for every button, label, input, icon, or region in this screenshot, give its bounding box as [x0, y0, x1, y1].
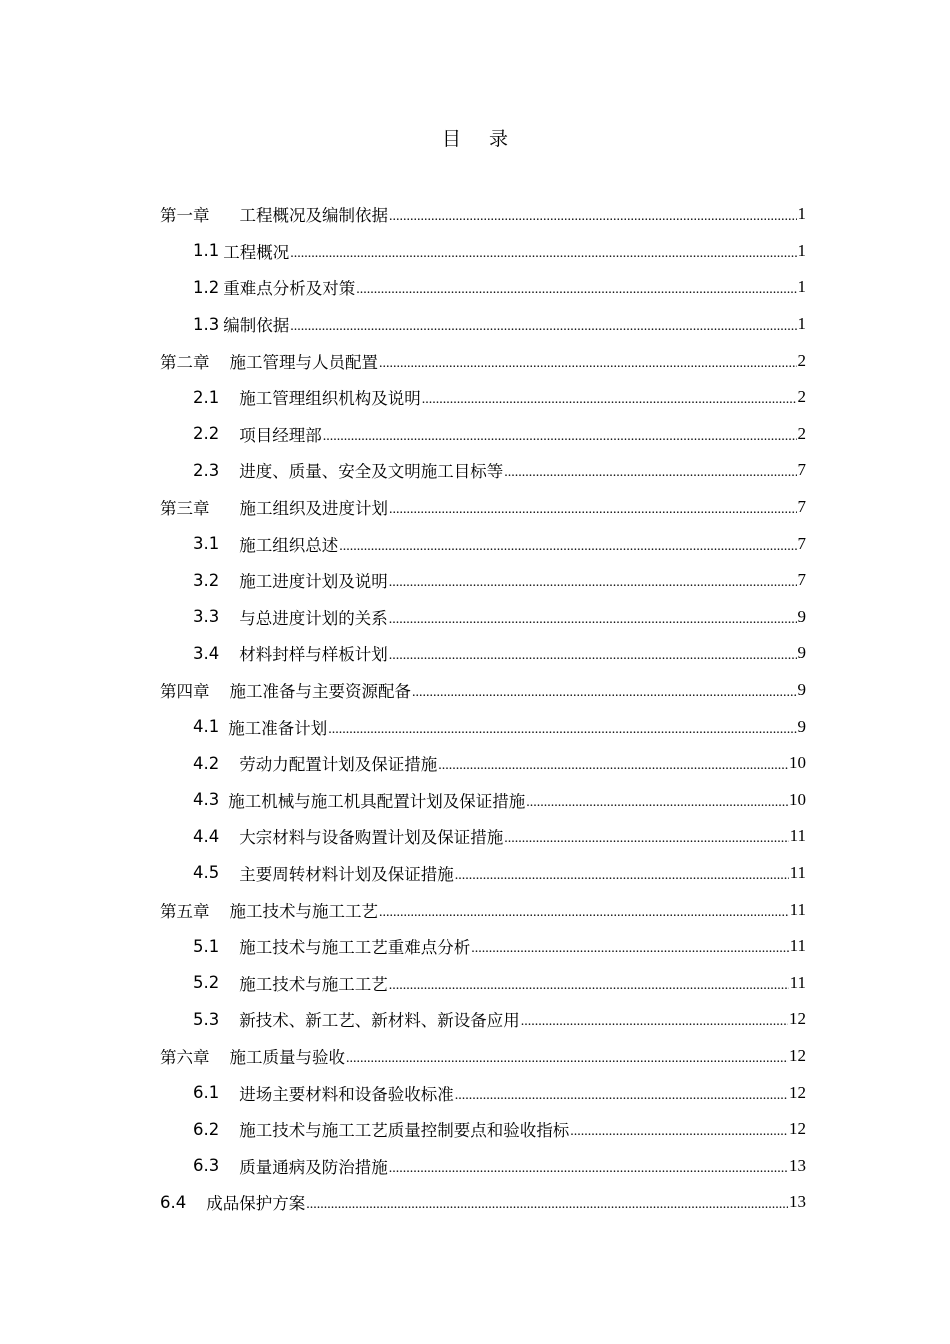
toc-entry[interactable]: [160, 782, 806, 819]
toc-entry[interactable]: [160, 196, 806, 233]
toc-dot-leader: [504, 465, 796, 481]
toc-dot-leader: [323, 429, 797, 445]
toc-dot-leader: [389, 575, 797, 591]
toc-entry-number: 3.3: [193, 607, 220, 627]
toc-dot-leader: [356, 282, 796, 298]
toc-entry[interactable]: [160, 818, 806, 855]
toc-entry-title: 进度、质量、安全及文明施工目标等: [239, 462, 504, 482]
toc-entry[interactable]: [160, 635, 806, 672]
toc-entry-title: 与总进度计划的关系: [239, 608, 388, 628]
toc-entry-number: 1.3: [193, 314, 220, 334]
toc-entry[interactable]: [160, 599, 806, 636]
toc-entry-title: 施工组织及进度计划: [239, 499, 388, 519]
toc-entry-number: 6.2: [193, 1119, 220, 1139]
toc-dot-leader: [389, 978, 789, 994]
toc-entry-page-number: 12: [789, 1045, 806, 1065]
toc-entry[interactable]: [160, 269, 806, 306]
toc-entry-page-number: 9: [797, 680, 806, 700]
toc-entry-number: 第五章: [160, 901, 210, 921]
toc-entry-number: 6.3: [193, 1156, 220, 1176]
toc-entry-number: 3.4: [193, 643, 220, 663]
toc-entry-number: 4.1: [193, 717, 220, 737]
toc-entry-number: 第三章: [160, 499, 210, 519]
toc-entry-page-number: 1: [797, 240, 806, 260]
toc-entry-number: 5.3: [193, 1009, 220, 1029]
toc-dot-leader: [471, 941, 788, 957]
toc-entry-title: 进场主要材料和设备验收标准: [239, 1084, 454, 1104]
toc-entry-title: 施工技术与施工工艺: [239, 974, 388, 994]
toc-entry-title: 重难点分析及对策: [223, 279, 356, 299]
toc-entry-title: 成品保护方案: [206, 1194, 306, 1214]
toc-title-char-2: 录: [489, 128, 509, 150]
toc-entry-number: 2.3: [193, 460, 220, 480]
toc-entry-title: 施工组织总述: [239, 535, 339, 555]
toc-entry-page-number: 12: [789, 1119, 806, 1139]
toc-entry-title: 工程概况: [223, 242, 290, 262]
toc-entry-number: 2.1: [193, 387, 220, 407]
toc-entry-title: 施工管理与人员配置: [229, 352, 378, 372]
toc-entry-title: 工程概况及编制依据: [239, 206, 388, 226]
toc-entry[interactable]: [160, 745, 806, 782]
toc-entry-page-number: 9: [797, 716, 806, 736]
toc-entry-page-number: 1: [797, 204, 806, 224]
toc-dot-leader: [339, 539, 796, 555]
toc-entry-page-number: 9: [797, 606, 806, 626]
toc-dot-leader: [389, 1161, 788, 1177]
toc-entry-number: 6.1: [193, 1083, 220, 1103]
toc-entry-title: 施工机械与施工机具配置计划及保证措施: [228, 791, 526, 811]
table-of-contents: [160, 196, 806, 1221]
toc-entry-number: 4.5: [193, 863, 220, 883]
toc-entry[interactable]: [160, 562, 806, 599]
toc-entry-page-number: 13: [789, 1155, 806, 1175]
toc-entry-number: 第四章: [160, 682, 210, 702]
toc-entry-page-number: 2: [797, 387, 806, 407]
toc-entry[interactable]: [160, 1074, 806, 1111]
toc-entry-page-number: 13: [789, 1192, 806, 1212]
toc-dot-leader: [455, 868, 789, 884]
toc-entry[interactable]: [160, 1001, 806, 1038]
toc-entry[interactable]: [160, 416, 806, 453]
toc-entry-title: 项目经理部: [239, 425, 322, 445]
toc-dot-leader: [389, 502, 797, 518]
toc-entry[interactable]: [160, 1147, 806, 1184]
toc-entry-number: 3.2: [193, 570, 220, 590]
toc-entry-number: 1.1: [193, 241, 220, 261]
toc-dot-leader: [290, 246, 796, 262]
toc-dot-leader: [438, 758, 788, 774]
toc-entry[interactable]: [160, 489, 806, 526]
toc-entry[interactable]: [160, 525, 806, 562]
toc-entry[interactable]: [160, 1184, 806, 1221]
toc-dot-leader: [422, 392, 797, 408]
toc-entry[interactable]: [160, 1111, 806, 1148]
toc-dot-leader: [455, 1088, 788, 1104]
toc-entry-page-number: 11: [789, 936, 806, 956]
toc-entry-page-number: 10: [789, 789, 806, 809]
toc-dot-leader: [328, 722, 796, 738]
toc-entry-page-number: 11: [789, 972, 806, 992]
toc-entry-number: 6.4: [160, 1192, 187, 1212]
toc-entry-page-number: 12: [789, 1082, 806, 1102]
toc-entry-page-number: 9: [797, 643, 806, 663]
toc-entry-title: 大宗材料与设备购置计划及保证措施: [239, 828, 504, 848]
toc-entry-title: 施工技术与施工工艺质量控制要点和验收指标: [239, 1121, 570, 1141]
toc-entry[interactable]: [160, 1038, 806, 1075]
toc-entry[interactable]: [160, 855, 806, 892]
toc-entry-number: 第六章: [160, 1047, 210, 1067]
toc-entry-title: 劳动力配置计划及保证措施: [239, 755, 438, 775]
toc-entry-number: 1.2: [193, 277, 220, 297]
toc-dot-leader: [379, 905, 789, 921]
toc-dot-leader: [389, 209, 797, 225]
toc-entry-number: 4.4: [193, 826, 220, 846]
toc-entry-title: 主要周转材料计划及保证措施: [239, 864, 454, 884]
toc-dot-leader: [379, 356, 797, 372]
toc-entry[interactable]: [160, 379, 806, 416]
toc-entry-page-number: 11: [789, 826, 806, 846]
toc-entry-page-number: 11: [789, 862, 806, 882]
toc-entry-title: 施工技术与施工工艺重难点分析: [239, 938, 471, 958]
toc-entry-page-number: 12: [789, 1009, 806, 1029]
toc-entry-number: 5.2: [193, 973, 220, 993]
toc-entry-page-number: 2: [797, 350, 806, 370]
toc-entry-number: 第一章: [160, 206, 210, 226]
toc-entry-number: 2.2: [193, 424, 220, 444]
toc-dot-leader: [389, 612, 797, 628]
toc-entry-page-number: 11: [789, 899, 806, 919]
toc-entry-page-number: 1: [797, 277, 806, 297]
toc-entry-title: 质量通病及防治措施: [239, 1157, 388, 1177]
toc-entry[interactable]: [160, 708, 806, 745]
toc-dot-leader: [570, 1124, 788, 1140]
toc-entry[interactable]: [160, 233, 806, 270]
toc-entry-number: 第二章: [160, 352, 210, 372]
toc-entry[interactable]: [160, 342, 806, 379]
toc-dot-leader: [290, 319, 796, 335]
toc-entry[interactable]: [160, 964, 806, 1001]
toc-dot-leader: [389, 648, 797, 664]
toc-entry-title: 施工技术与施工工艺: [229, 901, 378, 921]
toc-entry-page-number: 7: [797, 497, 806, 517]
toc-entry-number: 3.1: [193, 534, 220, 554]
toc-entry[interactable]: [160, 672, 806, 709]
toc-entry-page-number: 7: [797, 533, 806, 553]
toc-entry-number: 4.3: [193, 790, 220, 810]
toc-dot-leader: [521, 1014, 788, 1030]
toc-entry-page-number: 7: [797, 570, 806, 590]
toc-entry-title: 材料封样与样板计划: [239, 645, 388, 665]
toc-entry-title: 施工准备计划: [228, 718, 328, 738]
toc-dot-leader: [504, 831, 788, 847]
toc-entry-page-number: 10: [789, 753, 806, 773]
toc-entry[interactable]: [160, 452, 806, 489]
toc-entry-title: 编制依据: [223, 316, 290, 336]
toc-entry-title: 施工质量与验收: [229, 1047, 345, 1067]
toc-entry[interactable]: [160, 928, 806, 965]
toc-title-char-1: 目: [441, 128, 461, 150]
toc-entry-title: 施工准备与主要资源配备: [229, 682, 411, 702]
toc-dot-leader: [412, 685, 797, 701]
toc-entry-page-number: 1: [797, 314, 806, 334]
toc-entry-title: 施工管理组织机构及说明: [239, 389, 421, 409]
toc-dot-leader: [346, 1051, 788, 1067]
toc-entry-page-number: 7: [797, 460, 806, 480]
toc-entry-title: 新技术、新工艺、新材料、新设备应用: [239, 1011, 520, 1031]
toc-dot-leader: [306, 1197, 788, 1213]
toc-entry[interactable]: [160, 891, 806, 928]
toc-entry-number: 4.2: [193, 753, 220, 773]
toc-entry-page-number: 2: [797, 423, 806, 443]
toc-entry-title: 施工进度计划及说明: [239, 572, 388, 592]
toc-title: [0, 124, 950, 151]
toc-entry[interactable]: [160, 306, 806, 343]
toc-entry-number: 5.1: [193, 936, 220, 956]
toc-dot-leader: [526, 795, 788, 811]
